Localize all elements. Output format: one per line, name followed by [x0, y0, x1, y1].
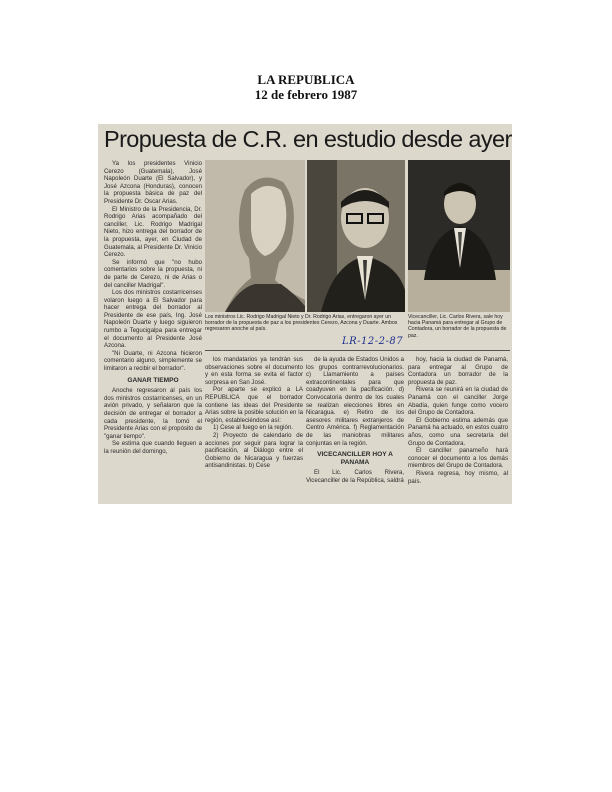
paragraph: de la ayuda de Estados Unidos a los grupos contrarrevolucionarios. c) Llamamiento a países extracontinentales para que coadyuven en la pacificación. d) Convocatoria dentro de los cuales se realizan elecciones libres en Nicaragua. e) Retiro de los asesores militares extranjeros de Centro América. f) Reglamentación de las maniobras militares conjuntas en la región.: [306, 356, 404, 447]
paragraph: Rivera se reunirá en la ciudad de Panamá con el canciller Jorge Abadía, quien funge como vocero del Grupo de Contadora.: [408, 386, 508, 417]
paragraph: Ya los presidentes Vinicio Cerezo (Guatemala), José Napoleón Duarte (El Salvador), y José Azcona (Honduras), conocen la propuesta básica de paz del Presidente Dr. Oscar Arias.: [104, 160, 202, 205]
photo-minister-glasses: [307, 160, 405, 312]
article-headline: Propuesta de C.R. en estudio desde ayer: [104, 126, 512, 152]
photo-caption-vicecanciller: Vicecanciller, Lic. Carlos Rivera, sale hoy hacia Panamá para entregar al Grupo de Contadora, un borrador de la propuesta de paz.: [408, 314, 507, 339]
paragraph: Anoche regresaron al país los dos ministros costarricenses, en un avión privado, y señalaron que la decisión de entregar el borrador a cada presidente, la tomó el Presidente Arias con el propósito de "ganar tiempo".: [104, 387, 202, 440]
photo-caption-ministers: Los ministros Lic. Rodrigo Madrigal Nieto y Dr. Rodrigo Arias, entregaron ayer un borrador de la propuesta de paz a los presidentes Cerezo, Azcona y Duarte. Ambos regresaron anoche al país.: [205, 314, 398, 333]
newspaper-clipping: [98, 124, 512, 504]
subheading: VICECANCILLER HOY A PANAMA: [317, 451, 393, 466]
article-column-2: [205, 356, 303, 502]
paragraph: Los dos ministros costarricenses volaron luego a El Salvador para hacer entrega del borrador al Presidente de ese país, Ing. José Napoleón Duarte y luego siguieron rumbo a Tegucigalpa para entregar el documento al Presidente José Azcona.: [104, 289, 202, 350]
paragraph: 2) Proyecto de calendario de acciones por seguir para lograr la pacificación, al Diálogo entre el Gobierno de Nicaragua y fuerzas antisandinistas. b) Cese: [205, 431, 303, 470]
paragraph: Por aparte se explicó a LA REPUBLICA que el borrador contiene las ideas del Presidente Arias sobre la posible solución en la región, estableciéndose así:: [205, 386, 303, 424]
paragraph: Rivera regresa, hoy mismo, al país.: [408, 469, 508, 485]
publication-name: LA REPUBLICA: [257, 72, 355, 87]
paragraph: Se informó que "no hubo comentarios sobre la propuesta, ni de parte de Cerezo, ni de Arias o del canciller Madrigal".: [104, 258, 202, 289]
publication-date: 12 de febrero 1987: [254, 87, 358, 102]
paragraph: "Ni Duarte, ni Azcona hicieron comentario alguno, simplemente se limitaron a recibir el borrador".: [104, 349, 202, 373]
paragraph: hoy, hacia la ciudad de Panamá, para entregar al Grupo de Contadora un borrador de la propuesta de paz.: [408, 356, 508, 386]
subheading: GANAR TIEMPO: [127, 376, 179, 384]
article-column-4: [408, 356, 508, 502]
article-column-1: [104, 160, 202, 502]
paragraph: Se estima que cuando lleguen a la reunión del domingo,: [104, 440, 202, 455]
paragraph: El Ministro de la Presidencia, Dr. Rodrigo Arias acompañado del canciller, Lic. Rodrigo Madrigal Nieto, hizo entrega del borrador de la propuesta, ayer, en Ciudad de Guatemala, al Presidente Dr. Vinicio Cerezo.: [104, 205, 202, 259]
photo-vicecanciller: [408, 160, 510, 312]
paragraph: El Gobierno estima además que Panamá ha actuado, en estos cuatro años, como una secretaría del Grupo de Contadora.: [408, 416, 508, 447]
paragraph: El Lic. Carlos Rivera, Vicecanciller de la República, saldrá: [306, 469, 404, 484]
article-column-3: [306, 356, 404, 502]
paragraph: El canciller panameño hará conocer el documento a los demás miembros del Grupo de Contadora.: [408, 447, 508, 470]
handwritten-date-stamp: LR-12-2-87: [342, 336, 404, 347]
paragraph: los mandatarios ya tendrán sus observaciones sobre el documento y en esta forma se evita el factor sorpresa en San José.: [205, 356, 303, 386]
divider: [205, 350, 510, 351]
photo-minister-profile: [205, 160, 305, 312]
paragraph: 1) Cese al fuego en la región.: [213, 424, 293, 432]
